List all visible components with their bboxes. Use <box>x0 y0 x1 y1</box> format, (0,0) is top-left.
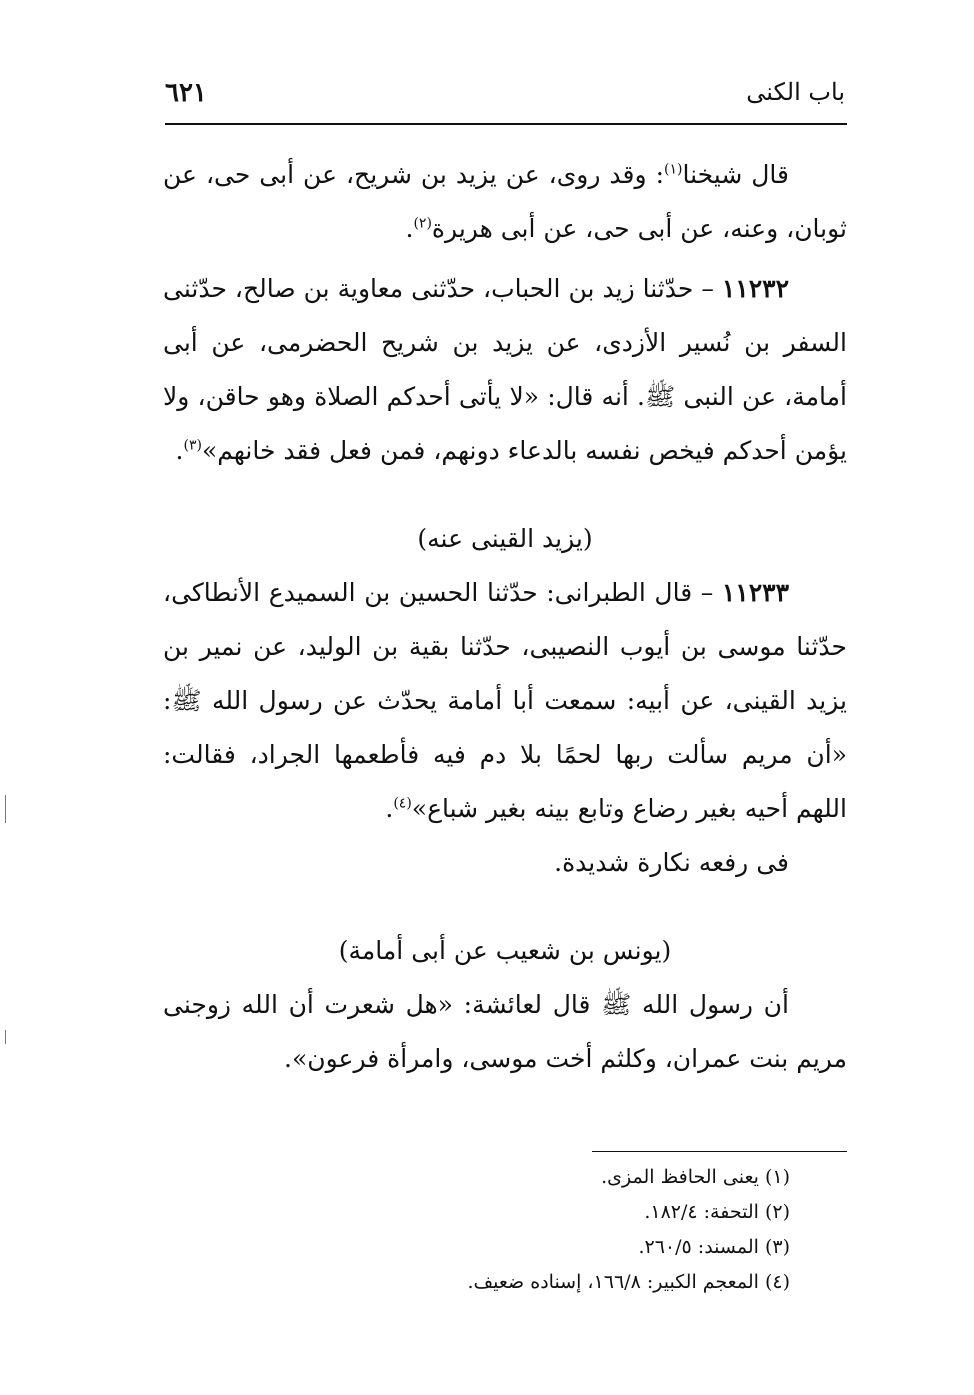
hadith-number: ١١٢٣٣ <box>721 578 789 607</box>
footnote-ref-2: (٢) <box>413 215 432 232</box>
page-number: ٦٢١ <box>165 78 207 108</box>
scan-margin-mark <box>5 1030 6 1044</box>
comment-line: فى رفعه نكارة شديدة. <box>554 848 789 877</box>
hadith-11232 <box>163 262 847 478</box>
main-text <box>163 148 847 1086</box>
paragraph-end: . <box>405 214 414 243</box>
footnote-ref-1: (١) <box>664 161 683 178</box>
paragraph-shaykhuna <box>163 148 847 256</box>
hadith-text: – قال الطبرانى: حدّثنا الحسين بن السميدع الأنطاكى، حدّثنا موسى بن أيوب النصيبى، حدّثنا بقية بن الوليد، عن نمير بن يزيد القينى، عن أبيه: سمعت أبا أمامة يحدّث عن رسول الله ﷺ: «أن مريم سألت ربها لحمًا بلا دم فيه فأطعمها الجراد، فقالت: اللهم أحيه بغير رضاع وتابع بينه بغير شباع» <box>163 578 847 823</box>
footnote-1: (١) يعنى الحافظ المزى. <box>601 1166 790 1188</box>
header-divider <box>165 123 847 125</box>
paragraph-text: قال شيخنا <box>682 160 790 189</box>
footnote-4: (٤) المعجم الكبير: ١٦٦/٨، إسناده ضعيف. <box>467 1271 790 1293</box>
footnote-3: (٣) المسند: ٢٦٠/٥. <box>638 1236 790 1258</box>
paragraph-end: . <box>175 436 184 465</box>
paragraph-text: : وقد روى، عن يزيد بن شريح، عن أبى حى، عن ثوبان، وعنه، عن أبى حى، عن أبى هريرة <box>163 160 847 243</box>
section-heading-yunus: (يونس بن شعيب عن أبى أمامة) <box>338 936 672 965</box>
page-header <box>165 78 845 122</box>
footnote-ref-4: (٤) <box>393 795 412 812</box>
footnote-2: (٢) التحفة: ١٨٢/٤. <box>644 1201 790 1223</box>
hadith-number: ١١٢٣٢ <box>721 274 789 303</box>
hadith-text: – حدّثنا زيد بن الحباب، حدّثنى معاوية بن صالح، حدّثنى السفر بن نُسير الأزدى، عن يزيد بن شريح الحضرمى، عن أبى أمامة، عن النبى ﷺ. أنه قال: «لا يأتى أحدكم الصلاة وهو حاقن، ولا يؤمن أحدكم فيخص نفسه بالدعاء دونهم، فمن فعل فقد خانهم» <box>163 274 847 465</box>
chapter-title: باب الكنى <box>746 78 845 106</box>
section-heading-yazid: (يزيد القينى عنه) <box>417 524 593 553</box>
hadith-11233 <box>163 566 847 836</box>
paragraph-end: . <box>385 794 394 823</box>
paragraph-aisha: أن رسول الله ﷺ قال لعائشة: «هل شعرت أن الله زوجنى مريم بنت عمران، وكلثم أخت موسى، وامرأة فرعون». <box>163 990 847 1073</box>
scan-margin-mark <box>5 795 6 823</box>
footnotes <box>467 1160 790 1300</box>
footnote-divider <box>592 1151 847 1152</box>
footnote-ref-3: (٣) <box>183 437 202 454</box>
